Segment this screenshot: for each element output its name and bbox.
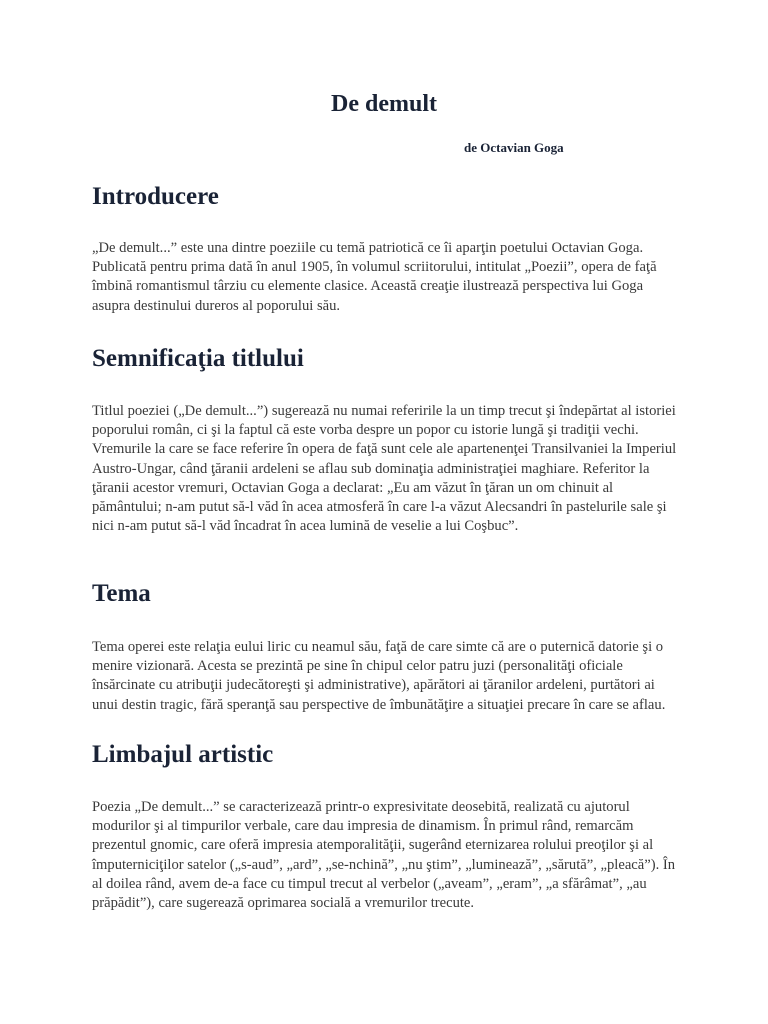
section-paragraph-semnificatia-titlului: Titlul poeziei („De demult...”) sugerează nu numai referirile la un timp trecut şi îndepărtat al istoriei poporului român, ci şi la faptul că este vorba despre un popor cu istorie lungă şi tradiţii vechi. Vremurile la care se face referire în opera de faţă sunt cele ale apartenenţei Transilvaniei la Imperiul Austro-Ungar, când ţăranii ardeleni se aflau sub dominaţia administraţiei maghiare. Referitor la ţăranii acestor vremuri, Octavian Goga a declarat: „Eu am văzut în ţăran un om chinuit al pământului; n-am putut să-l văd în acea atmosferă în care l-a văzut Alecsandri în pastelurile sale şi nici n-am putut să-l văd încadrat în acea lumină de veselie a lui Coşbuc”.: [92, 403, 677, 535]
section-heading-limbajul-artistic: Limbajul artistic: [92, 741, 274, 768]
section-heading-introducere: Introducere: [92, 183, 219, 210]
section-paragraph-limbajul-artistic: Poezia „De demult...” se caracterizează printr-o expresivitate deosebită, realizată cu ajutorul modurilor şi al timpurilor verbale, care dau impresia de dinamism. În primul rând, remarcăm prezentul gnomic, care oferă impresia atemporalităţii, sugerând eternizarea rolului preoţilor şi al împuterniciţilor satelor („s-aud”, „ard”, „se-nchină”, „nu ştim”, „luminează”, „sărută”, „pleacă”). În al doilea rând, avem de-a face cu timpul trecut al verbelor („aveam”, „eram”, „a sfărâmat”, „au prăpădit”), care sugerează oprimarea socială a vremurilor trecute.: [92, 799, 676, 912]
section-heading-semnificatia-titlului: Semnificaţia titlului: [92, 345, 304, 372]
document-author: de Octavian Goga: [464, 140, 564, 155]
document-title: De demult: [331, 91, 437, 117]
section-heading-tema: Tema: [92, 580, 151, 607]
section-paragraph-introducere: „De demult...” este una dintre poeziile cu temă patriotică ce îi aparţin poetului Octavian Goga. Publicată pentru prima dată în anul 1905, în volumul scriitorului, intitulat „Poezii”, opera de faţă îmbină romantismul târziu cu elemente clasice. Această creaţie ilustrează perspectiva lui Goga asupra destinului dureros al poporului său.: [92, 240, 657, 314]
section-paragraph-tema: Tema operei este relaţia eului liric cu neamul său, faţă de care simte că are o puternică datorie şi o menire vizionară. Acesta se prezintă pe sine în chipul celor patru juzi (personalităţi oficiale însărcinate cu atribuţii judecătoreşti şi administrative), apărători ai ţăranilor ardeleni, purtători ai unui destin tragic, fără speranţă sau perspective de îmbunătăţire a situaţiei precare în care se aflau.: [92, 639, 666, 713]
